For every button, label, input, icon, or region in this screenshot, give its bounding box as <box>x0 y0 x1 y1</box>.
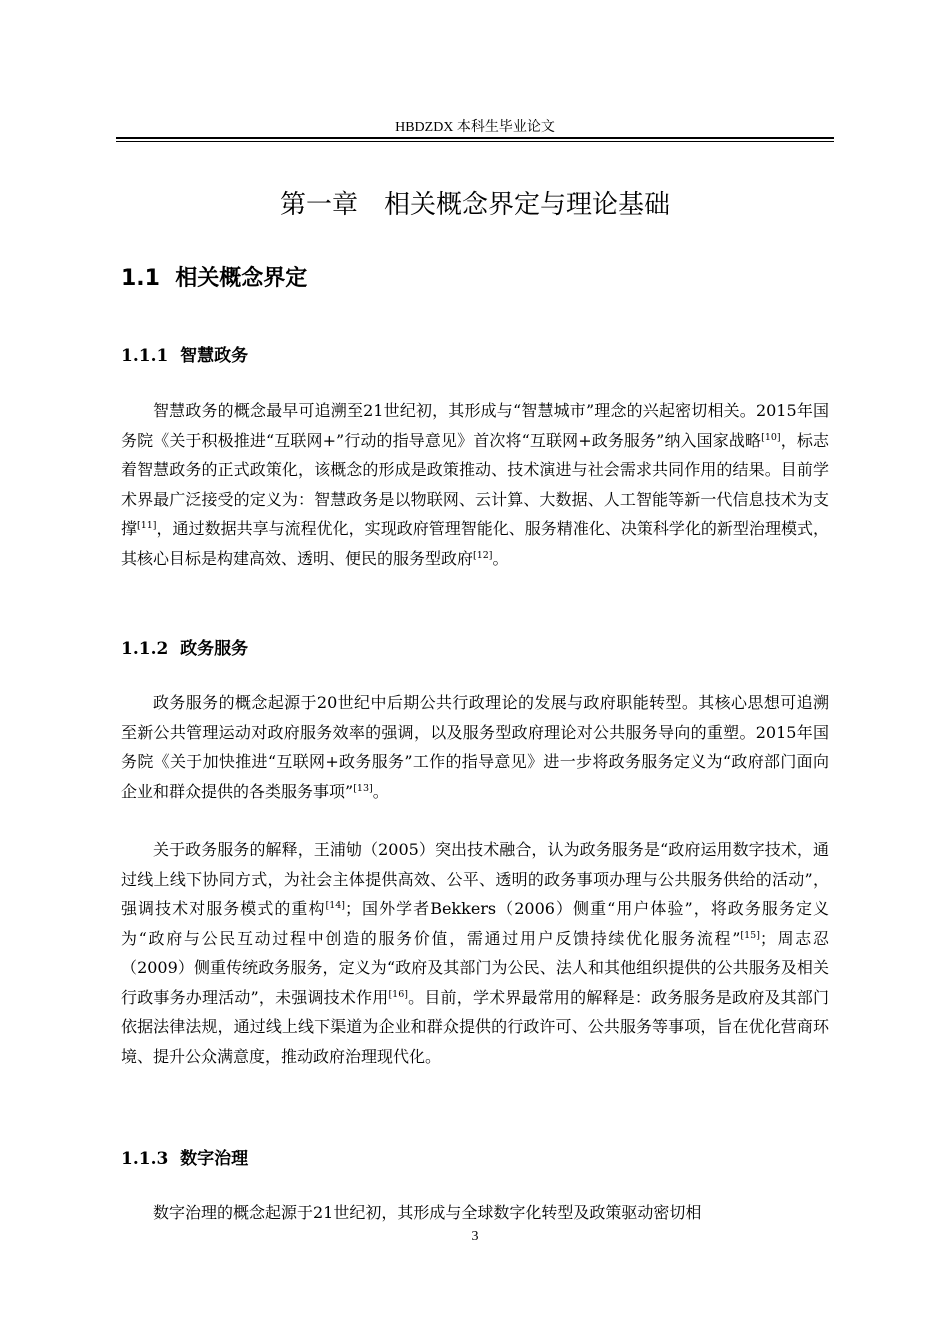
subsection-title: 1.1.2 政务服务 <box>121 639 249 659</box>
paragraph-text: 政务服务的概念起源于20世纪中后期公共行政理论的发展与政府职能转型。其核心思想可追溯至新公共管理运动对政府服务效率的强调，以及服务型政府理论对公共服务导向的重塑。2015年国务院《关于加快推进“互联网+政务服务”工作的指导意见》进一步将政务服务定义为“政府部门面向企业和群众提供的各类服务事项” <box>121 693 829 801</box>
section-title: 1.1 相关概念界定 <box>121 266 308 291</box>
citation-marker: [13] <box>353 782 373 794</box>
paragraph-text: 。 <box>492 548 509 568</box>
page-number: 3 <box>471 1229 479 1244</box>
citation-marker: [11] <box>137 520 157 531</box>
chapter-title: 第一章 相关概念界定与理论基础 <box>279 190 670 220</box>
running-header: HBDZDX 本科生毕业论文 <box>395 120 555 135</box>
citation-marker: [12] <box>473 549 493 561</box>
paragraph-text: ，通过数据共享与流程优化，实现政府管理智能化、服务精准化、决策科学化的新型治理模式，其核心目标是构建高效、透明、便民的服务型政府 <box>121 519 829 568</box>
paragraph-text: 。 <box>372 781 389 801</box>
header-rule-secondary <box>116 141 834 142</box>
subsection-title: 1.1.1 智慧政务 <box>121 346 249 366</box>
citation-marker: [10] <box>761 431 781 443</box>
paragraph-text: 智慧政务的概念最早可追溯至21世纪初，其形成与“智慧城市”理念的兴起密切相关。2015年国务院《关于积极推进“互联网+”行动的指导意见》首次将“互联网+政务服务”纳入国家战略 <box>121 401 829 450</box>
citation-marker: [16] <box>388 988 408 1000</box>
paragraph <box>121 1198 829 1228</box>
citation-marker: [14] <box>325 900 345 911</box>
paragraph-text: ，标志着智慧政务的正式政策化，该概念的形成是政策推动、技术演进与社会需求共同作用的结果。目前学术界最广泛接受的定义为：智慧政务是以物联网、云计算、大数据、人工智能等新一代信息技术为支撑 <box>121 430 829 538</box>
header-rule <box>116 137 834 139</box>
citation-marker: [15] <box>740 929 760 941</box>
paragraph-text: 数字治理的概念起源于21世纪初，其形成与全球数字化转型及政策驱动密切相 <box>153 1203 702 1222</box>
paragraph-text: 。目前，学术界最常用的解释是：政务服务是政府及其部门依据法律法规，通过线上线下渠道为企业和群众提供的行政许可、公共服务等事项，旨在优化营商环境、提升公众满意度，推动政府治理现代化。 <box>121 987 829 1066</box>
paragraph-text: ；国外学者Bekkers（2006）侧重“用户体验”，将政务服务定义为“政府与公民互动过程中创造的服务价值，需通过用户反馈持续优化服务流程” <box>121 899 829 948</box>
subsection-title: 1.1.3 数字治理 <box>121 1149 249 1169</box>
paragraph-text: ；周志忍（2009）侧重传统政务服务，定义为“政府及其部门为公民、法人和其他组织提供的公共服务及相关行政事务办理活动”，未强调技术作用 <box>121 928 829 1007</box>
paragraph <box>121 835 829 1071</box>
paragraph <box>121 396 829 573</box>
paragraph <box>121 688 829 806</box>
paragraph-text: 关于政务服务的解释，王浦劬（2005）突出技术融合，认为政务服务是“政府运用数字技术，通过线上线下协同方式，为社会主体提供高效、公平、透明的政务事项办理与公共服务供给的活动”，强调技术对服务模式的重构 <box>121 840 829 918</box>
